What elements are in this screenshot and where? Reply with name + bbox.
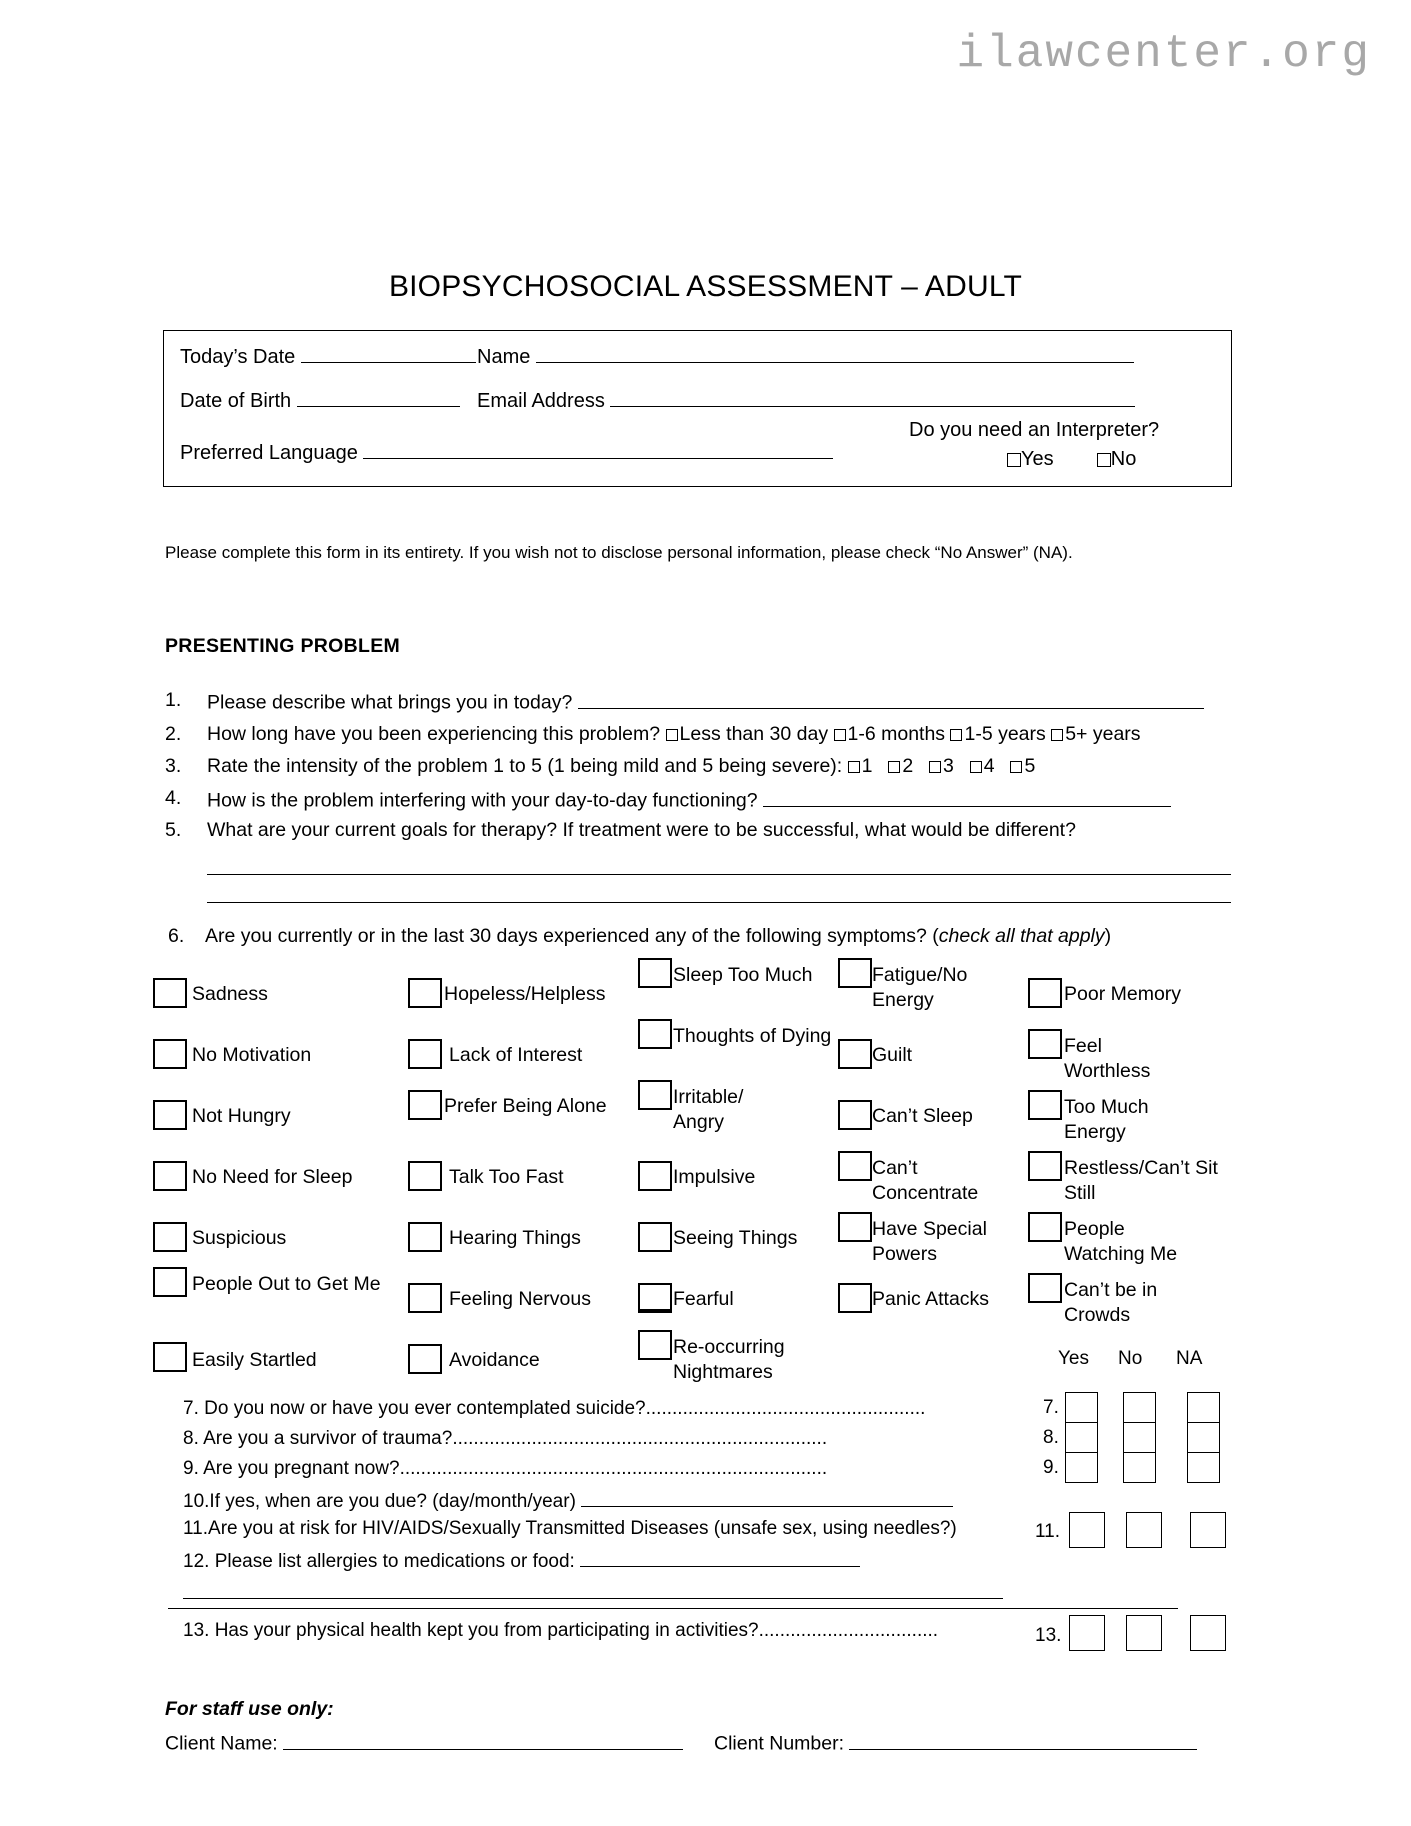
column-header-no: No bbox=[1118, 1348, 1143, 1369]
symptom-label-impulsive: Impulsive bbox=[673, 1166, 756, 1188]
q8-dots: ....................................................................... bbox=[452, 1428, 828, 1449]
symptom-label-cant-concentrate: Can’t Concentrate bbox=[872, 1157, 979, 1204]
q3-text: Rate the intensity of the problem 1 to 5 (1 being mild and 5 being severe): bbox=[207, 755, 843, 777]
language-label: Preferred Language bbox=[180, 442, 358, 464]
symptom-checkbox-people-watching-me[interactable] bbox=[1028, 1212, 1062, 1242]
symptom-label-suspicious: Suspicious bbox=[192, 1227, 287, 1249]
q3-number: 3. bbox=[165, 755, 182, 777]
q9-no-checkbox[interactable] bbox=[1123, 1452, 1156, 1483]
q8-number: 8. bbox=[183, 1428, 199, 1449]
symptom-label-prefer-being-alone: Prefer Being Alone bbox=[444, 1095, 607, 1117]
q9-text: Are you pregnant now? bbox=[203, 1458, 400, 1479]
symptom-label-not-hungry: Not Hungry bbox=[192, 1105, 291, 1127]
interpreter-question: Do you need an Interpreter? bbox=[909, 419, 1160, 441]
symptom-checkbox-restless-cant-sit-still[interactable] bbox=[1028, 1151, 1062, 1181]
symptom-label-fatigue-no-energy: Fatigue/No Energy bbox=[872, 964, 968, 1011]
q5-input-line-1[interactable] bbox=[207, 874, 1231, 875]
symptom-checkbox-people-out-to-get-me[interactable] bbox=[153, 1267, 187, 1297]
symptom-checkbox-panic-attacks[interactable] bbox=[838, 1283, 872, 1313]
q11-number: 11. bbox=[183, 1518, 209, 1539]
language-input[interactable] bbox=[363, 439, 833, 459]
q11-no-checkbox[interactable] bbox=[1126, 1512, 1162, 1548]
symptom-checkbox-thoughts-of-dying[interactable] bbox=[638, 1019, 672, 1049]
symptom-label-feel-worthless: Feel Worthless bbox=[1064, 1035, 1151, 1082]
q12-text: Please list allergies to medications or food: bbox=[214, 1551, 575, 1573]
instructions-text: Please complete this form in its entirety. If you wish not to disclose personal information, please check “No Answer” (NA). bbox=[165, 543, 1073, 562]
q7-dots: ..................................................... bbox=[645, 1398, 926, 1419]
symptom-label-hopeless-helpless: Hopeless/Helpless bbox=[444, 983, 606, 1005]
symptom-label-restless-cant-sit-still: Restless/Can’t Sit Still bbox=[1064, 1157, 1218, 1204]
symptom-label-panic-attacks: Panic Attacks bbox=[872, 1288, 990, 1310]
symptom-checkbox-prefer-being-alone[interactable] bbox=[408, 1090, 442, 1120]
symptom-label-re-occurring-nightmares: Re-occurring Nightmares bbox=[673, 1336, 785, 1383]
q10-number: 10. bbox=[183, 1491, 210, 1513]
symptom-label-no-need-for-sleep: No Need for Sleep bbox=[192, 1166, 353, 1188]
email-input[interactable] bbox=[610, 387, 1135, 407]
q1-number: 1. bbox=[165, 689, 182, 711]
symptom-label-sleep-too-much: Sleep Too Much bbox=[673, 964, 813, 986]
q2-option-3-label: 5+ years bbox=[1065, 723, 1141, 745]
answer-row-label-7: 7. bbox=[1043, 1397, 1059, 1418]
q13-no-checkbox[interactable] bbox=[1126, 1615, 1162, 1651]
symptom-checkbox-guilt[interactable] bbox=[838, 1039, 872, 1069]
q11-yes-checkbox[interactable] bbox=[1069, 1512, 1105, 1548]
symptom-label-people-watching-me: People Watching Me bbox=[1064, 1218, 1178, 1265]
symptom-label-thoughts-of-dying: Thoughts of Dying bbox=[673, 1025, 832, 1047]
q8-no-checkbox[interactable] bbox=[1123, 1422, 1156, 1453]
q7-text: Do you now or have you ever contemplated suicide? bbox=[204, 1398, 646, 1419]
q13-number: 13. bbox=[183, 1620, 210, 1641]
symptom-checkbox-irritable-angry[interactable] bbox=[638, 1080, 672, 1110]
q2-option-2-label: 1-5 years bbox=[964, 723, 1046, 745]
symptom-label-talk-too-fast: Talk Too Fast bbox=[449, 1166, 564, 1188]
symptom-checkbox-sadness[interactable] bbox=[153, 978, 187, 1008]
staff-use-heading: For staff use only: bbox=[165, 1698, 334, 1720]
q5-number: 5. bbox=[165, 819, 182, 841]
watermark-text: ilawcenter.org bbox=[956, 28, 1371, 80]
divider bbox=[168, 1608, 1178, 1609]
q8-yes-checkbox[interactable] bbox=[1065, 1422, 1098, 1453]
q4-text: How is the problem interfering with your day-to-day functioning? bbox=[207, 789, 758, 812]
symptom-checkbox-impulsive[interactable] bbox=[638, 1161, 672, 1191]
q11-text: Are you at risk for HIV/AIDS/Sexually Transmitted Diseases (unsafe sex, using needles?) bbox=[208, 1518, 957, 1539]
q11-na-checkbox[interactable] bbox=[1190, 1512, 1226, 1548]
q1-input[interactable] bbox=[578, 689, 1204, 709]
section-title-presenting-problem: PRESENTING PROBLEM bbox=[165, 635, 401, 657]
symptom-label-easily-startled: Easily Startled bbox=[192, 1349, 317, 1371]
symptom-label-have-special-powers: Have Special Powers bbox=[872, 1218, 987, 1265]
q10-text: If yes, when are you due? (day/month/year) bbox=[209, 1491, 576, 1513]
interpreter-yes-checkbox[interactable] bbox=[1007, 453, 1021, 467]
symptom-checkbox-suspicious[interactable] bbox=[153, 1222, 187, 1252]
q9-number: 9. bbox=[183, 1458, 199, 1479]
symptom-checkbox-too-much-energy[interactable] bbox=[1028, 1090, 1062, 1120]
q7-yes-checkbox[interactable] bbox=[1065, 1392, 1098, 1423]
interpreter-yes-label: Yes bbox=[1021, 448, 1054, 470]
q7-no-checkbox[interactable] bbox=[1123, 1392, 1156, 1423]
q2-option-2-checkbox[interactable] bbox=[950, 729, 962, 741]
symptom-checkbox-cant-be-in-crowds[interactable] bbox=[1028, 1273, 1062, 1303]
q3-option-5-checkbox[interactable] bbox=[1010, 761, 1022, 773]
dob-input[interactable] bbox=[297, 387, 460, 407]
q2-number: 2. bbox=[165, 723, 182, 745]
q3-option-4-label: 4 bbox=[983, 755, 995, 777]
symptom-checkbox-seeing-things[interactable] bbox=[638, 1222, 672, 1252]
q9-yes-checkbox[interactable] bbox=[1065, 1452, 1098, 1483]
q2-option-1-label: 1-6 months bbox=[847, 723, 946, 745]
symptom-checkbox-no-motivation[interactable] bbox=[153, 1039, 187, 1069]
q8-text: Are you a survivor of trauma? bbox=[203, 1428, 453, 1449]
q6-number: 6. bbox=[168, 925, 185, 947]
answer-row-label-11: 11. bbox=[1035, 1521, 1061, 1542]
q12-input-line-1[interactable] bbox=[580, 1548, 860, 1567]
symptom-checkbox-cant-concentrate[interactable] bbox=[838, 1151, 872, 1181]
q13-yes-checkbox[interactable] bbox=[1069, 1615, 1105, 1651]
symptom-label-hearing-things: Hearing Things bbox=[449, 1227, 581, 1249]
staff-fields-row bbox=[165, 1730, 1197, 1756]
q6-text bbox=[205, 925, 1111, 948]
symptom-label-no-motivation: No Motivation bbox=[192, 1044, 312, 1066]
q3-option-2-label: 2 bbox=[902, 755, 914, 777]
symptom-checkbox-re-occurring-nightmares[interactable] bbox=[638, 1330, 672, 1360]
name-input[interactable] bbox=[536, 343, 1134, 363]
client-name-input[interactable] bbox=[283, 1730, 683, 1750]
q5-input-line-2[interactable] bbox=[207, 902, 1231, 903]
symptom-label-cant-sleep: Can’t Sleep bbox=[872, 1105, 973, 1127]
symptom-checkbox-poor-memory[interactable] bbox=[1028, 978, 1062, 1008]
symptom-checkbox-have-special-powers[interactable] bbox=[838, 1212, 872, 1242]
symptom-checkbox-hearing-things[interactable] bbox=[408, 1222, 442, 1252]
q6-text-emphasis: check all that apply bbox=[938, 925, 1105, 947]
symptom-label-lack-of-interest: Lack of Interest bbox=[449, 1044, 583, 1066]
symptom-checkbox-not-hungry[interactable] bbox=[153, 1100, 187, 1130]
symptom-checkbox-easily-startled[interactable] bbox=[153, 1342, 187, 1372]
q12-input-line-2[interactable] bbox=[183, 1598, 1003, 1599]
q4-input[interactable] bbox=[763, 787, 1171, 807]
symptom-label-poor-memory: Poor Memory bbox=[1064, 983, 1182, 1005]
symptom-checkbox-talk-too-fast[interactable] bbox=[408, 1161, 442, 1191]
symptom-label-people-out-to-get-me: People Out to Get Me bbox=[192, 1273, 381, 1295]
answer-row-label-9: 9. bbox=[1043, 1457, 1059, 1478]
symptom-checkbox-avoidance[interactable] bbox=[408, 1344, 442, 1374]
symptom-checkbox-feel-worthless[interactable] bbox=[1028, 1029, 1062, 1059]
q3-option-4-checkbox[interactable] bbox=[970, 761, 982, 773]
symptom-label-avoidance: Avoidance bbox=[449, 1349, 540, 1371]
q1-text: Please describe what brings you in today? bbox=[207, 691, 573, 714]
client-name-label: Client Name: bbox=[165, 1732, 278, 1755]
email-label: Email Address bbox=[477, 390, 605, 412]
q6-text-pre: Are you currently or in the last 30 days experienced any of the following symptoms? ( bbox=[205, 925, 939, 947]
symptom-checkbox-fatigue-no-energy[interactable] bbox=[838, 958, 872, 988]
symptom-label-sadness: Sadness bbox=[192, 983, 268, 1005]
symptom-label-seeing-things: Seeing Things bbox=[673, 1227, 798, 1249]
symptom-label-fearful: Fearful bbox=[673, 1288, 734, 1310]
todays-date-input[interactable] bbox=[301, 343, 476, 363]
symptom-checkbox-cant-sleep[interactable] bbox=[838, 1100, 872, 1130]
client-number-label: Client Number: bbox=[713, 1732, 845, 1755]
interpreter-no-label: No bbox=[1110, 448, 1137, 470]
q4-number: 4. bbox=[165, 787, 182, 809]
q13-dots: .................................. bbox=[758, 1620, 939, 1641]
q5-text: What are your current goals for therapy? If treatment were to be successful, what would be different? bbox=[207, 819, 1076, 841]
q2-option-3-checkbox[interactable] bbox=[1051, 729, 1063, 741]
symptom-checkbox-lack-of-interest[interactable] bbox=[408, 1039, 442, 1069]
answer-row-label-8: 8. bbox=[1043, 1427, 1059, 1448]
symptom-label-feeling-nervous: Feeling Nervous bbox=[449, 1288, 591, 1310]
q2-option-1-checkbox[interactable] bbox=[834, 729, 846, 741]
q3-option-3-checkbox[interactable] bbox=[929, 761, 941, 773]
q3-option-5-label: 5 bbox=[1024, 755, 1036, 777]
q3-option-2-checkbox[interactable] bbox=[888, 761, 900, 773]
q12-number: 12. bbox=[183, 1551, 210, 1573]
symptom-label-too-much-energy: Too Much Energy bbox=[1064, 1096, 1149, 1143]
symptom-checkbox-fearful[interactable] bbox=[638, 1283, 672, 1313]
q3-option-3-label: 3 bbox=[943, 755, 954, 777]
q7-number: 7. bbox=[183, 1398, 199, 1419]
symptom-label-cant-be-in-crowds: Can’t be in Crowds bbox=[1064, 1279, 1158, 1326]
q3-option-1-label: 1 bbox=[861, 755, 873, 777]
dob-label: Date of Birth bbox=[180, 390, 292, 412]
todays-date-label: Today’s Date bbox=[180, 346, 296, 368]
q13-na-checkbox[interactable] bbox=[1190, 1615, 1226, 1651]
q7-na-checkbox[interactable] bbox=[1187, 1392, 1220, 1423]
q6-text-post: ) bbox=[1104, 925, 1112, 947]
symptom-checkbox-feeling-nervous[interactable] bbox=[408, 1283, 442, 1313]
client-info-box bbox=[163, 330, 1232, 487]
q3-option-1-checkbox[interactable] bbox=[848, 761, 860, 773]
name-label: Name bbox=[477, 346, 531, 368]
q10-input[interactable] bbox=[581, 1488, 953, 1507]
column-header-na: NA bbox=[1176, 1348, 1203, 1369]
q2-option-0-label: Less than 30 day bbox=[679, 723, 829, 745]
answer-row-label-13: 13. bbox=[1035, 1625, 1062, 1646]
q13-text: Has your physical health kept you from participating in activities? bbox=[214, 1620, 759, 1641]
symptom-checkbox-hopeless-helpless[interactable] bbox=[408, 978, 442, 1008]
column-header-yes: Yes bbox=[1058, 1348, 1089, 1369]
q9-dots: ................................................................................. bbox=[399, 1458, 828, 1479]
q2-option-0-checkbox[interactable] bbox=[666, 729, 678, 741]
symptom-label-guilt: Guilt bbox=[872, 1044, 913, 1066]
interpreter-options bbox=[1007, 448, 1136, 471]
symptom-checkbox-no-need-for-sleep[interactable] bbox=[153, 1161, 187, 1191]
client-number-input[interactable] bbox=[849, 1730, 1197, 1750]
q8-na-checkbox[interactable] bbox=[1187, 1422, 1220, 1453]
q9-na-checkbox[interactable] bbox=[1187, 1452, 1220, 1483]
page-title: BIOPSYCHOSOCIAL ASSESSMENT – ADULT bbox=[388, 270, 1023, 303]
symptom-checkbox-sleep-too-much[interactable] bbox=[638, 958, 672, 988]
symptom-label-irritable-angry: Irritable/ Angry bbox=[673, 1086, 744, 1133]
interpreter-no-checkbox[interactable] bbox=[1097, 453, 1111, 467]
q2-text: How long have you been experiencing this problem? bbox=[207, 723, 661, 745]
